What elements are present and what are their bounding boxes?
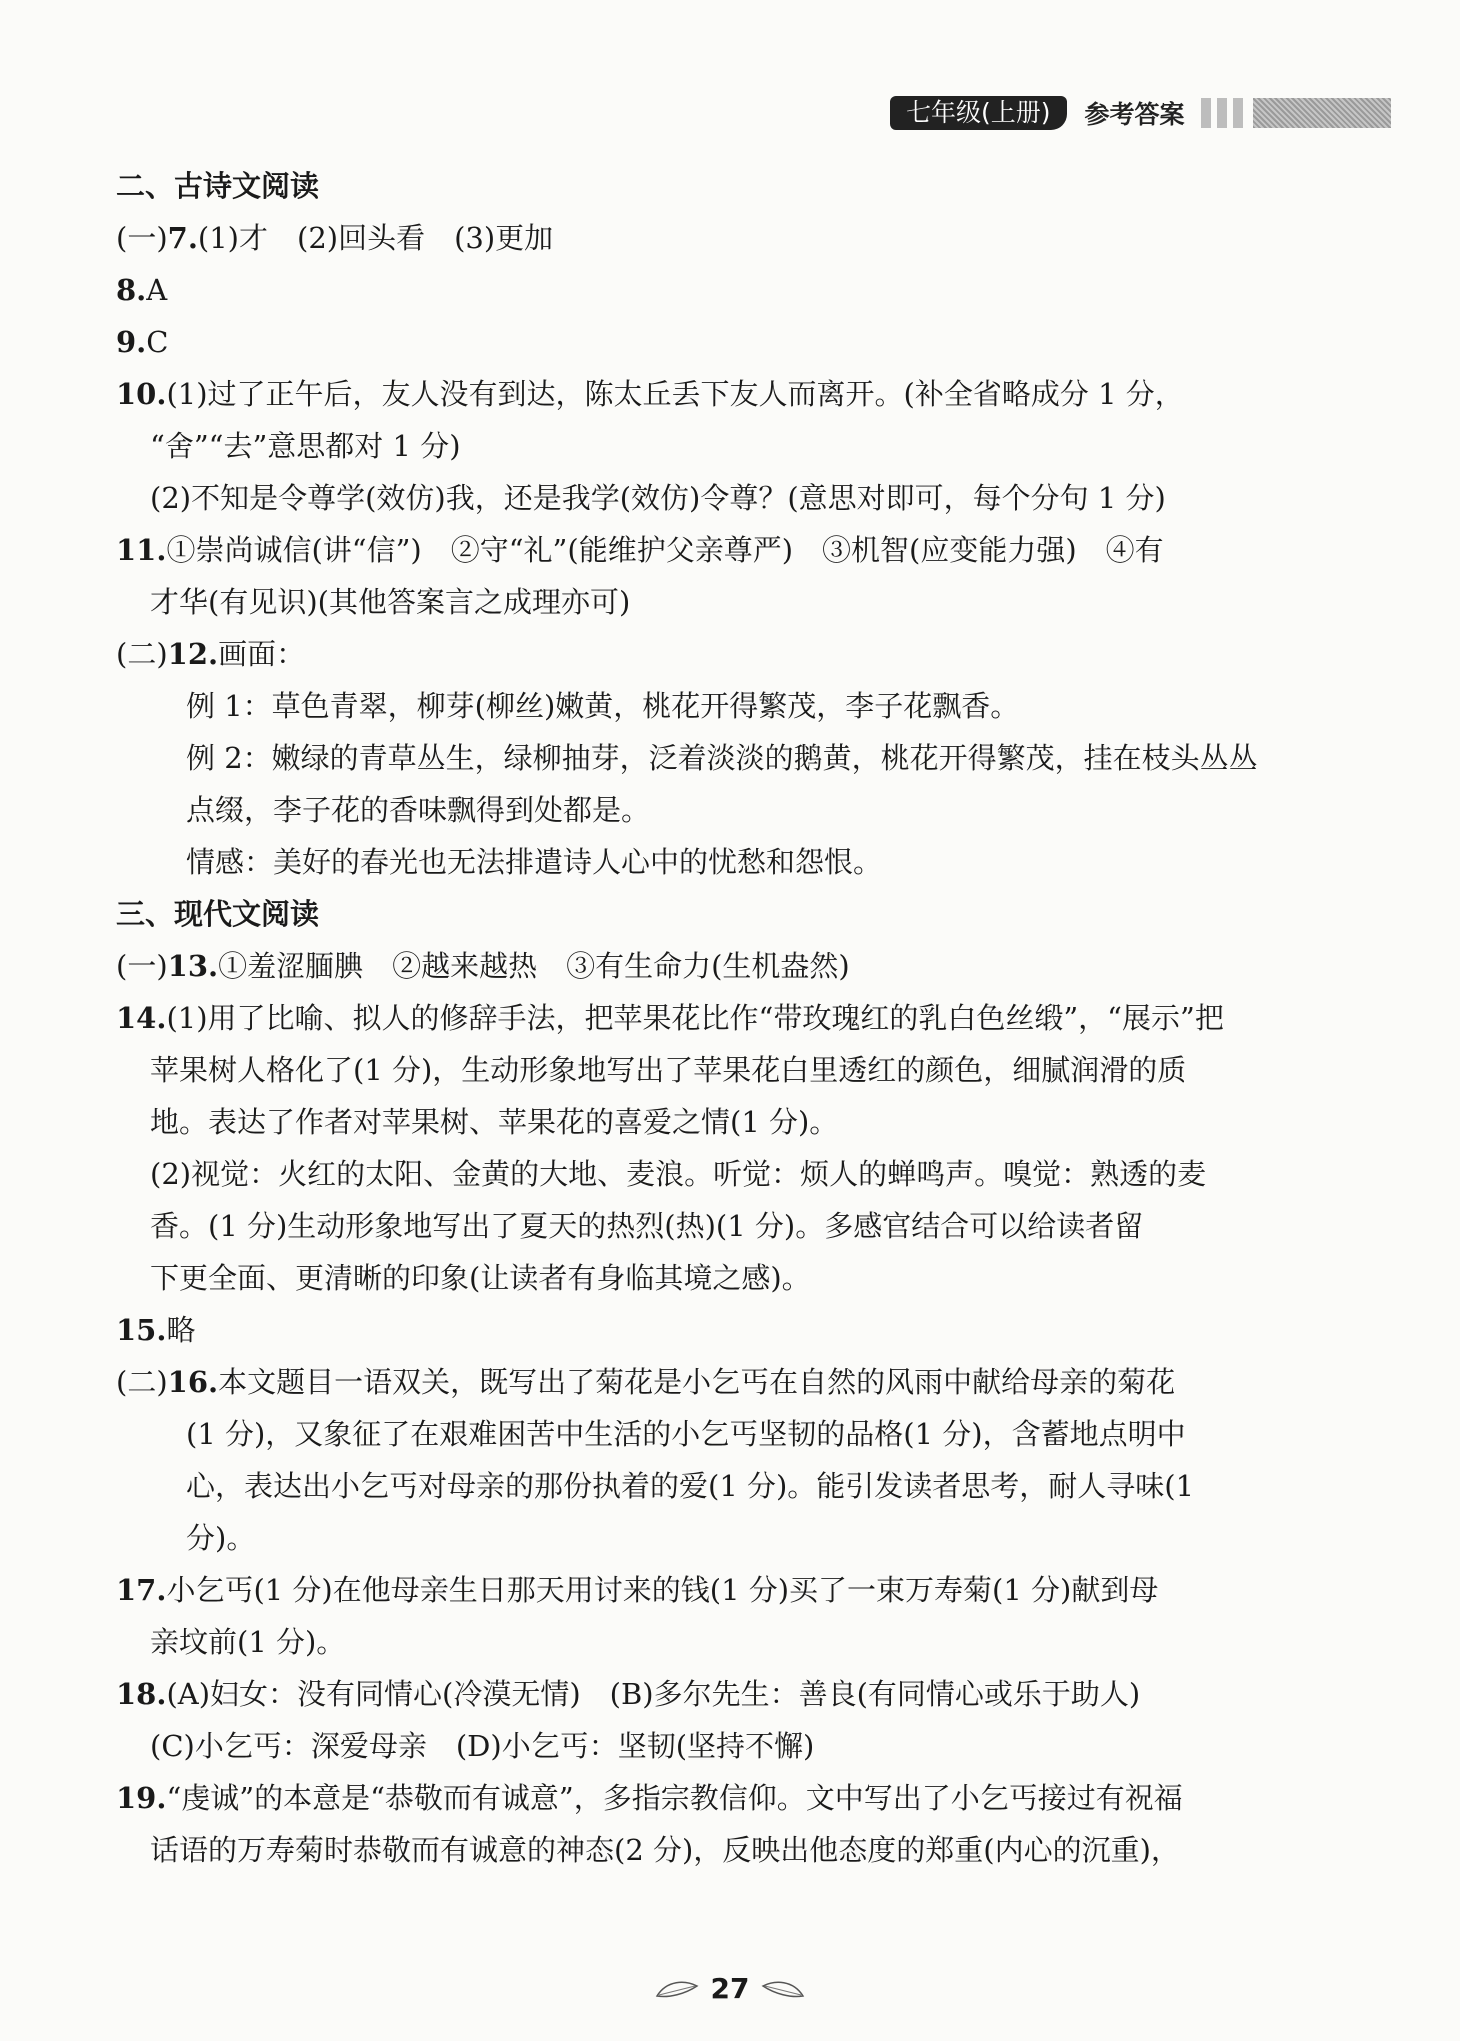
answer-line: 17.小乞丐(1 分)在他母亲生日那天用讨来的钱(1 分)买了一束万寿菊(1 分)献到母 [116,1573,1159,1607]
answer-line: (二)16.本文题目一语双关，既写出了菊花是小乞丐在自然的风雨中献给母亲的菊花 [116,1365,1176,1399]
answer-line: 15.略 [116,1313,196,1347]
answer-line: 例 1：草色青翠，柳芽(柳丝)嫩黄，桃花开得繁茂，李子花飘香。 [186,689,1020,723]
answer-line: (2)不知是令尊学(效仿)我，还是我学(效仿)令尊？(意思对即可，每个分句 1 分) [150,481,1166,515]
answer-line: (C)小乞丐：深爱母亲 (D)小乞丐：坚韧(坚持不懈) [150,1729,815,1763]
answer-line: 点缀，李子花的香味飘得到处都是。 [186,793,651,827]
answer-line: 亲坟前(1 分)。 [150,1625,346,1659]
answer-line: 9.C [116,325,169,359]
answer-line: 例 2：嫩绿的青草丛生，绿柳抽芽，泛着淡淡的鹅黄，桃花开得繁茂，挂在枝头丛丛 [186,741,1258,775]
answer-line: 地。表达了作者对苹果树、苹果花的喜爱之情(1 分)。 [150,1105,839,1139]
answer-line: 情感：美好的春光也无法排遣诗人心中的忧愁和怨恨。 [186,845,883,879]
answer-line: (1 分)，又象征了在艰难困苦中生活的小乞丐坚韧的品格(1 分)，含蓄地点明中 [186,1417,1186,1451]
answer-line: 11.①崇尚诚信(讲“信”) ②守“礼”(能维护父亲尊严) ③机智(应变能力强) ④有 [116,533,1164,567]
page-footer [0,1972,1460,2005]
header-decoration-band [1253,98,1391,128]
answer-line: “舍”“去”意思都对 1 分) [150,429,461,463]
header-title: 参考答案 [1084,100,1185,129]
answer-line: (2)视觉：火红的太阳、金黄的大地、麦浪。听觉：烦人的蝉鸣声。嗅觉：熟透的麦 [150,1157,1207,1191]
answer-line: 心，表达出小乞丐对母亲的那份执着的爱(1 分)。能引发读者思考，耐人寻味(1 [186,1469,1195,1503]
answer-line: 10.(1)过了正午后，友人没有到达，陈太丘丢下友人而离开。(补全省略成分 1 分， [116,377,1184,411]
answer-line: 香。(1 分)生动形象地写出了夏天的热烈(热)(1 分)。多感官结合可以给读者留 [150,1209,1144,1243]
answer-line: 才华(有见识)(其他答案言之成理亦可) [150,585,631,619]
answer-line: (一)7.(1)才 (2)回头看 (3)更加 [116,221,554,255]
answer-line: 下更全面、更清晰的印象(让读者有身临其境之感)。 [150,1261,811,1295]
grade-label: 七年级(上册) [890,96,1067,130]
answer-line: 18.(A)妇女：没有同情心(冷漠无情) (B)多尔先生：善良(有同情心或乐于助人) [116,1677,1141,1711]
answer-line: 苹果树人格化了(1 分)，生动形象地写出了苹果花白里透红的颜色，细腻润滑的质 [150,1053,1187,1087]
answer-line: (二)12.画面： [116,637,306,671]
page-number: 27 [710,1972,750,2005]
section-title-classical: 二、古诗文阅读 [116,169,320,203]
answer-line: 14.(1)用了比喻、拟人的修辞手法，把苹果花比作“带玫瑰红的乳白色丝缎”，“展示”把 [116,1001,1224,1035]
answer-content [116,160,1336,1876]
answer-line: (一)13.①羞涩腼腆 ②越来越热 ③有生命力(生机盎然) [116,949,850,983]
header-decoration-bars [1201,98,1243,128]
page-header [890,96,1391,130]
answer-line: 19.“虔诚”的本意是“恭敬而有诚意”，多指宗教信仰。文中写出了小乞丐接过有祝福 [116,1781,1183,1815]
leaf-left-icon [655,1978,699,2000]
answer-line: 话语的万寿菊时恭敬而有诚意的神态(2 分)，反映出他态度的郑重(内心的沉重)， [150,1833,1180,1867]
section-title-modern: 三、现代文阅读 [116,897,320,931]
leaf-right-icon [761,1978,805,2000]
answer-line: 分)。 [186,1521,256,1555]
answer-line: 8.A [116,273,168,307]
